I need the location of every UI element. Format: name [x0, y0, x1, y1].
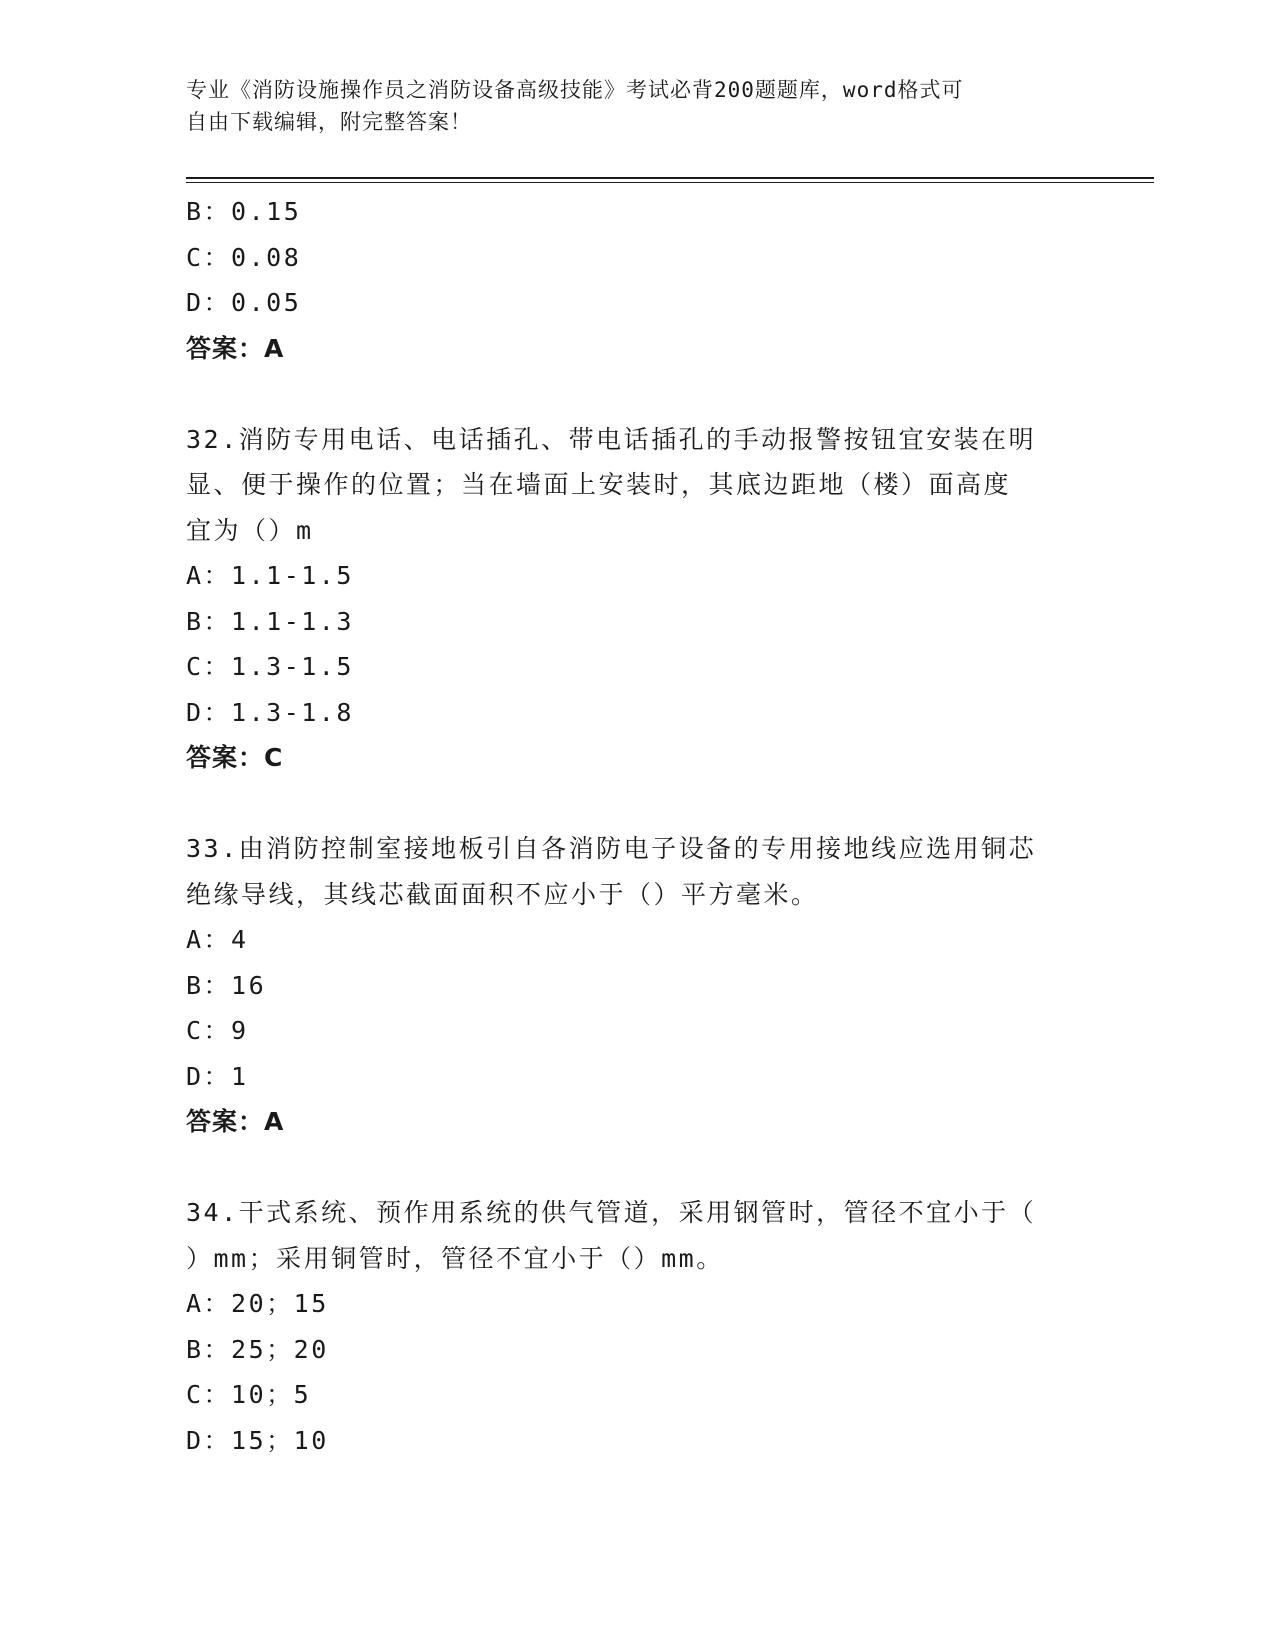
question-text-line: 33.由消防控制室接地板引自各消防电子设备的专用接地线应选用铜芯	[186, 834, 1037, 863]
option-d: D：15；10	[186, 1425, 329, 1455]
question-text-line: 32.消防专用电话、电话插孔、带电话插孔的手动报警按钮宜安装在明	[186, 424, 1037, 454]
option-a: A：20；15	[186, 1289, 329, 1318]
option-d: D：0.05	[186, 288, 302, 317]
question-33	[186, 826, 1086, 1145]
answer: 答案：C	[186, 743, 284, 772]
option-d: D：1.3-1.8	[186, 697, 354, 727]
option-c: C：1.3-1.5	[186, 652, 354, 681]
question-31-continued	[186, 189, 1086, 371]
header-rule-thin	[186, 182, 1154, 183]
option-a: A：1.1-1.5	[186, 561, 354, 590]
answer: 答案：A	[186, 1107, 285, 1136]
header-rule-thick	[186, 177, 1154, 179]
option-d: D：1	[186, 1061, 249, 1091]
option-a: A：4	[186, 925, 249, 954]
question-text-line: 显、便于操作的位置；当在墙面上安装时，其底边距地（楼）面高度	[186, 470, 1012, 499]
question-text-line: ）mm；采用铜管时，管径不宜小于（）mm。	[186, 1243, 724, 1273]
document-header	[186, 74, 1066, 138]
question-text-line: 34.干式系统、预作用系统的供气管道，采用钢管时，管径不宜小于（	[186, 1198, 1037, 1227]
option-b: B：1.1-1.3	[186, 606, 354, 636]
question-list	[186, 189, 1086, 1463]
header-line-2: 自由下载编辑，附完整答案！	[186, 110, 472, 134]
question-text-line: 宜为（）m	[186, 515, 314, 545]
option-b: B：25；20	[186, 1334, 329, 1364]
option-c: C：0.08	[186, 242, 302, 272]
option-b: B：0.15	[186, 197, 302, 226]
option-c: C：10；5	[186, 1380, 312, 1409]
question-32	[186, 417, 1086, 781]
option-c: C：9	[186, 1016, 249, 1045]
option-b: B：16	[186, 970, 267, 1000]
question-34	[186, 1190, 1086, 1463]
header-line-1: 专业《消防设施操作员之消防设备高级技能》考试必背200题题库，word格式可	[186, 78, 964, 102]
answer: 答案：A	[186, 333, 285, 363]
question-text-line: 绝缘导线，其线芯截面面积不应小于（）平方毫米。	[186, 879, 819, 909]
